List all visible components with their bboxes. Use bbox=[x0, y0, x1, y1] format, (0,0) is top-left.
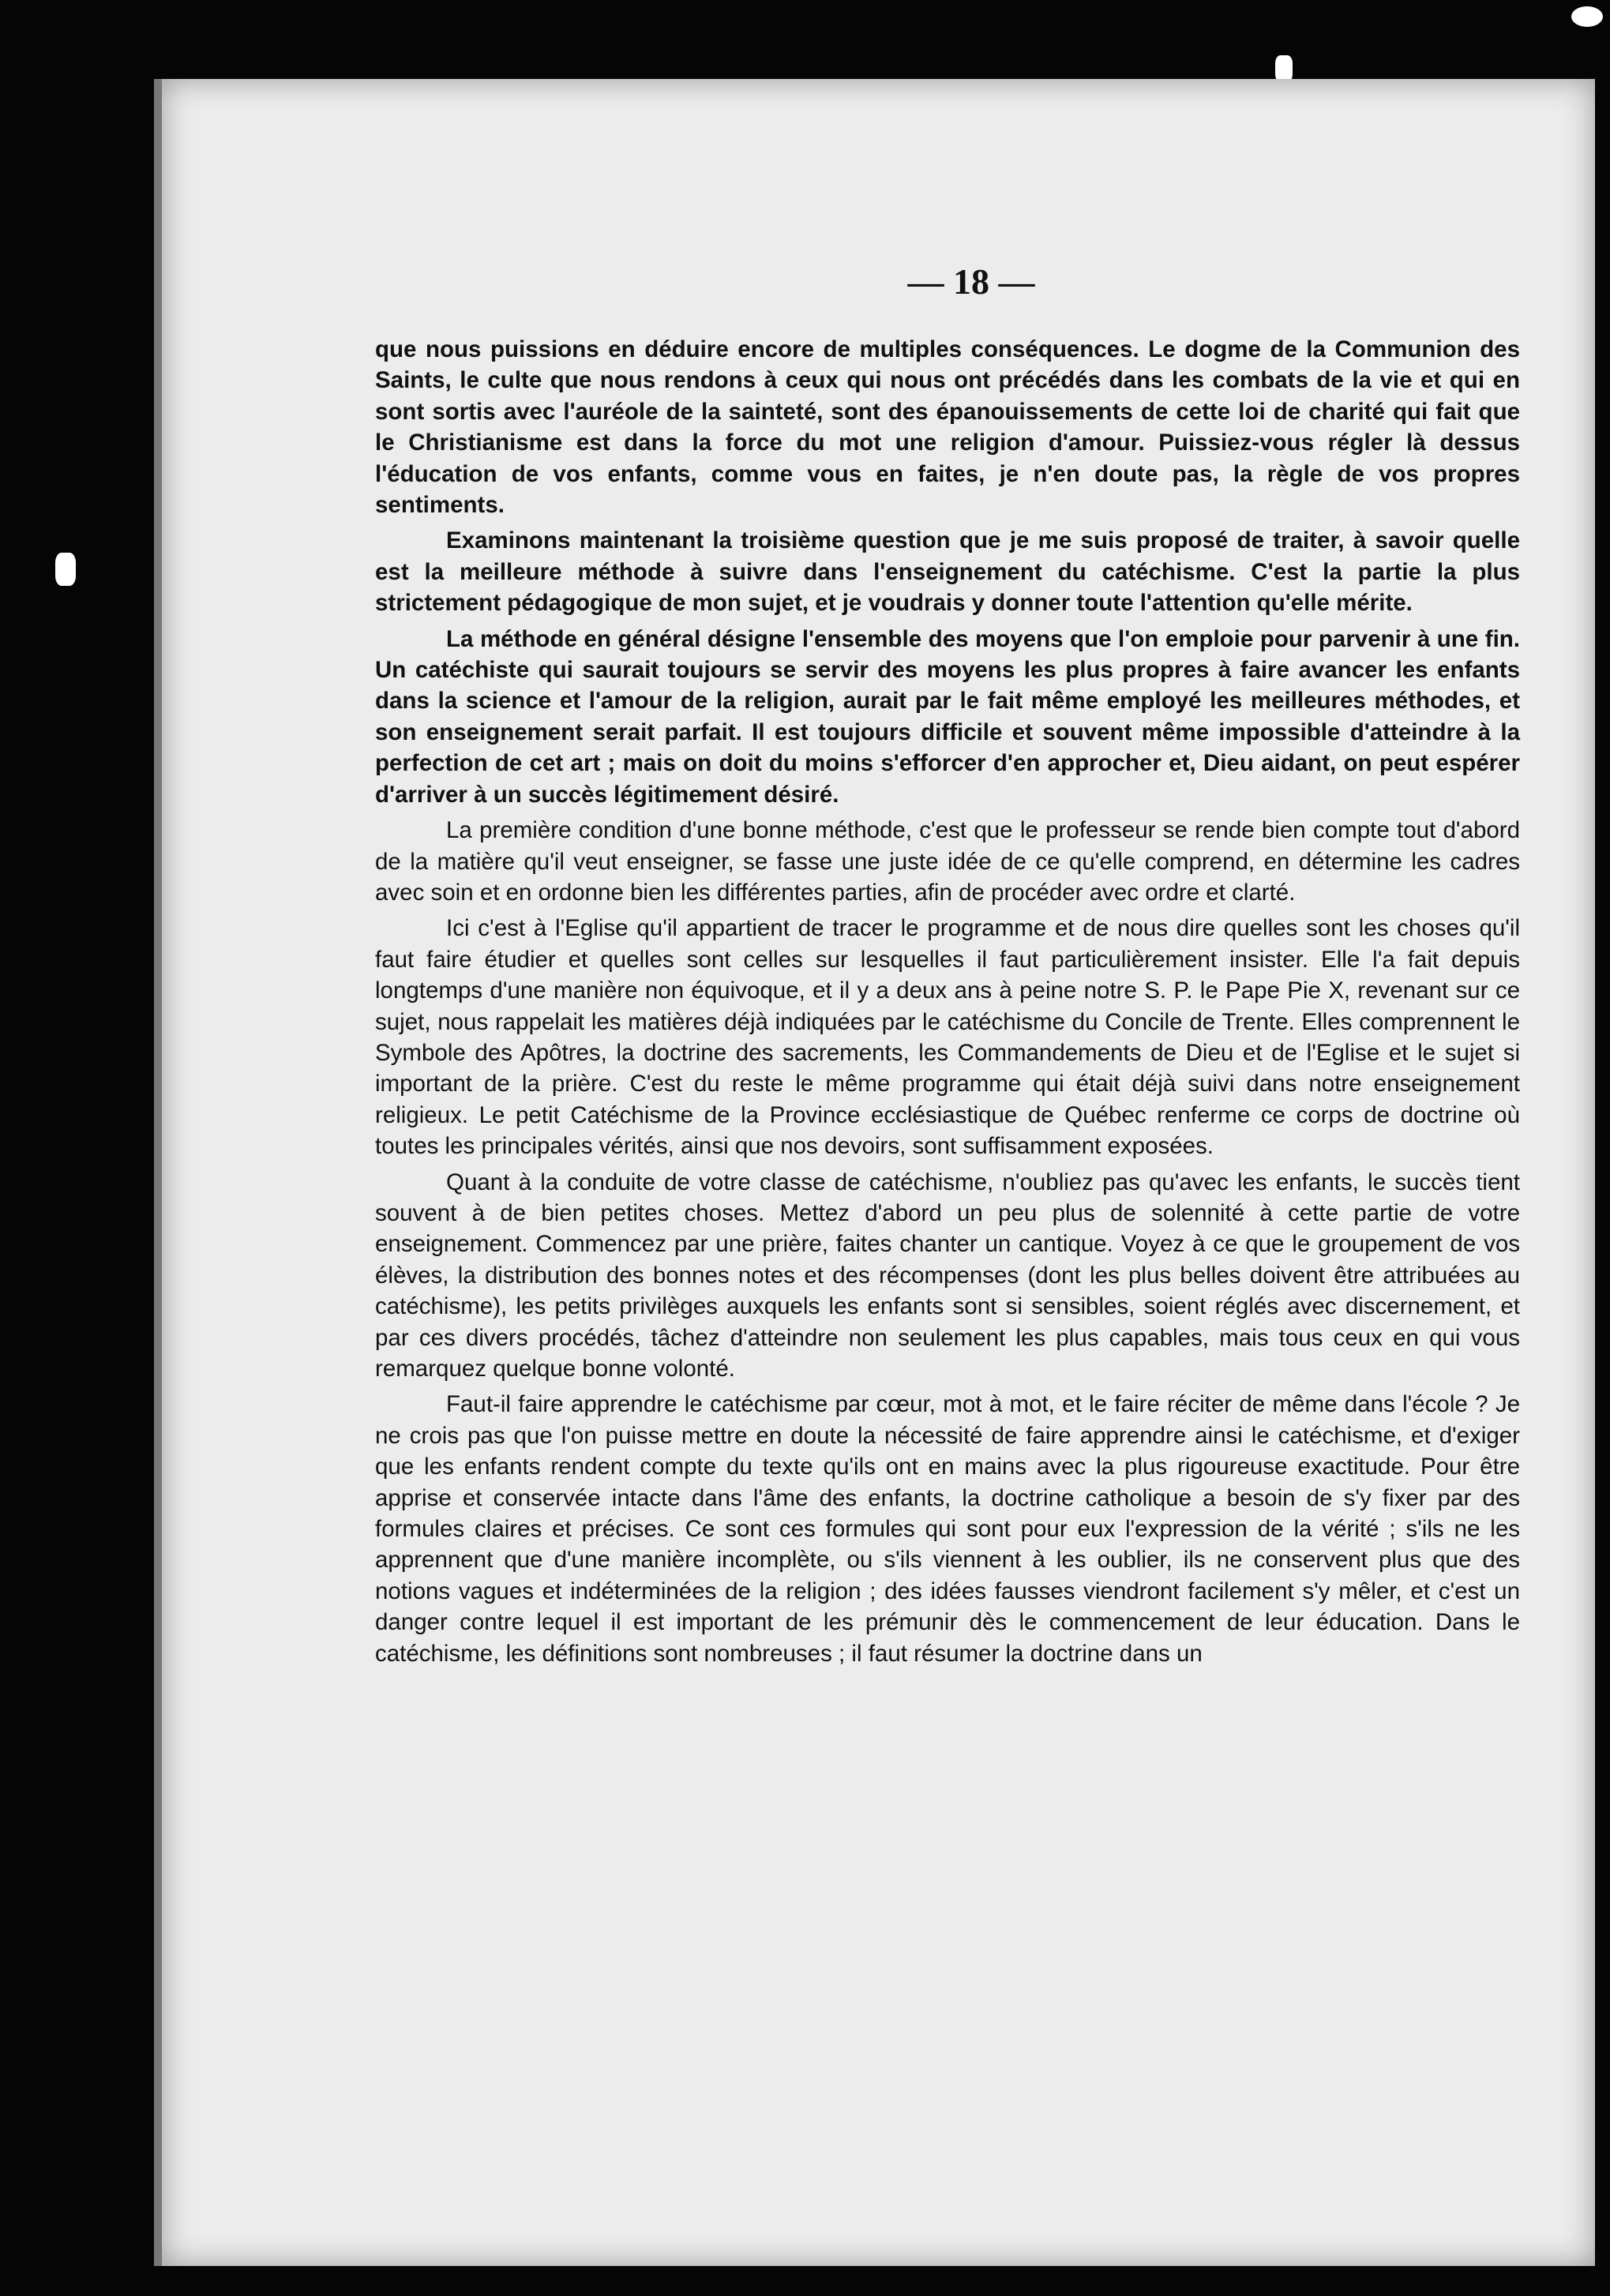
paragraph: que nous puissions en déduire encore de multiples conséquences. Le dogme de la Communion des Saints, le culte que nous rendons à ceux qui nous ont précédés dans les combats de la vie et qui en sont sortis avec l'auréole de la sainteté, sont des épanouissements de cette loi de charité qui fait que le Christianisme est dans la force du mot une religion d'amour. Puissiez-vous régler là dessus l'éducation de vos enfants, comme vous en faites, je n'en doute pas, la règle de vos propres sentiments. bbox=[375, 336, 1520, 519]
scan-speck bbox=[1275, 55, 1293, 82]
page-number: — 18 — bbox=[907, 261, 1035, 302]
body-text bbox=[375, 334, 1520, 1669]
paragraph: La première condition d'une bonne méthode, c'est que le professeur se rende bien compte tout d'abord de la matière qu'il veut enseigner, se fasse une juste idée de ce qu'elle comprend, en détermine les cadres avec soin et en ordonne bien les différentes parties, afin de procéder avec ordre et clarté. bbox=[375, 817, 1520, 906]
document-page bbox=[154, 79, 1595, 2266]
scan-speck bbox=[1571, 6, 1603, 27]
paragraph: Ici c'est à l'Eglise qu'il appartient de tracer le programme et de nous dire quelles sont les choses qu'il faut faire étudier et quelles sont celles sur lesquelles il faut particulièrement insister. Elle l'a fait depuis longtemps d'une manière non équivoque, et il y a deux ans à peine notre S. P. le Pape Pie X, revenant sur ce sujet, nous rappelait les matières déjà indiquées par le catéchisme du Concile de Trente. Elles comprennent le Symbole des Apôtres, la doctrine des sacrements, les Commandements de Dieu et de l'Eglise et le sujet si important de la prière. C'est du reste le même programme qui était déjà suivi dans notre enseignement religieux. Le petit Catéchisme de la Province ecclésiastique de Québec renferme ce corps de doctrine où toutes les principales vérités, ainsi que nos devoirs, sont suffisamment exposées. bbox=[375, 915, 1520, 1160]
paragraph: Faut-il faire apprendre le catéchisme par cœur, mot à mot, et le faire réciter de même dans l'école ? Je ne crois pas que l'on puisse mettre en doute la nécessité de faire apprendre ainsi le catéchisme, et d'exiger que les enfants rendent compte du texte qu'ils ont en mains avec la plus rigoureuse exactitude. Pour être apprise et conservée intacte dans l'âme des enfants, la doctrine catholique a besoin de s'y fixer par des formules claires et précises. Ce sont ces formules qui sont pour eux l'expression de la vérité ; s'ils ne les apprennent que d'une manière incomplète, ou s'ils viennent à les oublier, ils ne conservent plus que des notions vagues et indéterminées de la religion ; des idées fausses viendront facilement s'y mêler, et c'est un danger contre lequel il est important de les prémunir dès le commencement de leur éducation. Dans le catéchisme, les définitions sont nombreuses ; il faut résumer la doctrine dans un bbox=[375, 1391, 1520, 1667]
paragraph: La méthode en général désigne l'ensemble des moyens que l'on emploie pour parvenir à une fin. Un catéchiste qui saurait toujours se servir des moyens les plus propres à faire avancer les enfants dans la science et l'amour de la religion, aurait par le fait même employé les meilleures méthodes, et son enseignement serait parfait. Il est toujours difficile et souvent même impossible d'atteindre à la perfection de cet art ; mais on doit du moins s'efforcer d'en approcher et, Dieu aidant, on peut espérer d'arriver à un succès légitimement désiré. bbox=[375, 625, 1520, 808]
paragraph: Quant à la conduite de votre classe de catéchisme, n'oubliez pas qu'avec les enfants, le succès tient souvent à de bien petites choses. Mettez d'abord un peu plus de solennité à cette partie de votre enseignement. Commencez par une prière, faites chanter un cantique. Voyez à ce que le groupement de vos élèves, la distribution des bonnes notes et des récompenses (dont les plus belles doivent être attribuées au catéchisme), les petits privilèges auxquels les enfants sont si sensibles, soient réglés avec discernement, et par ces divers procédés, tâchez d'atteindre non seulement les plus capables, mais tous ceux en qui vous remarquez quelque bonne volonté. bbox=[375, 1169, 1520, 1382]
paragraph: Examinons maintenant la troisième question que je me suis proposé de traiter, à savoir quelle est la meilleure méthode à suivre dans l'enseignement du catéchisme. C'est la partie la plus strictement pédagogique de mon sujet, et je voudrais y donner toute l'attention qu'elle mérite. bbox=[375, 527, 1520, 617]
scan-speck bbox=[55, 553, 76, 586]
page-content bbox=[375, 261, 1520, 1674]
